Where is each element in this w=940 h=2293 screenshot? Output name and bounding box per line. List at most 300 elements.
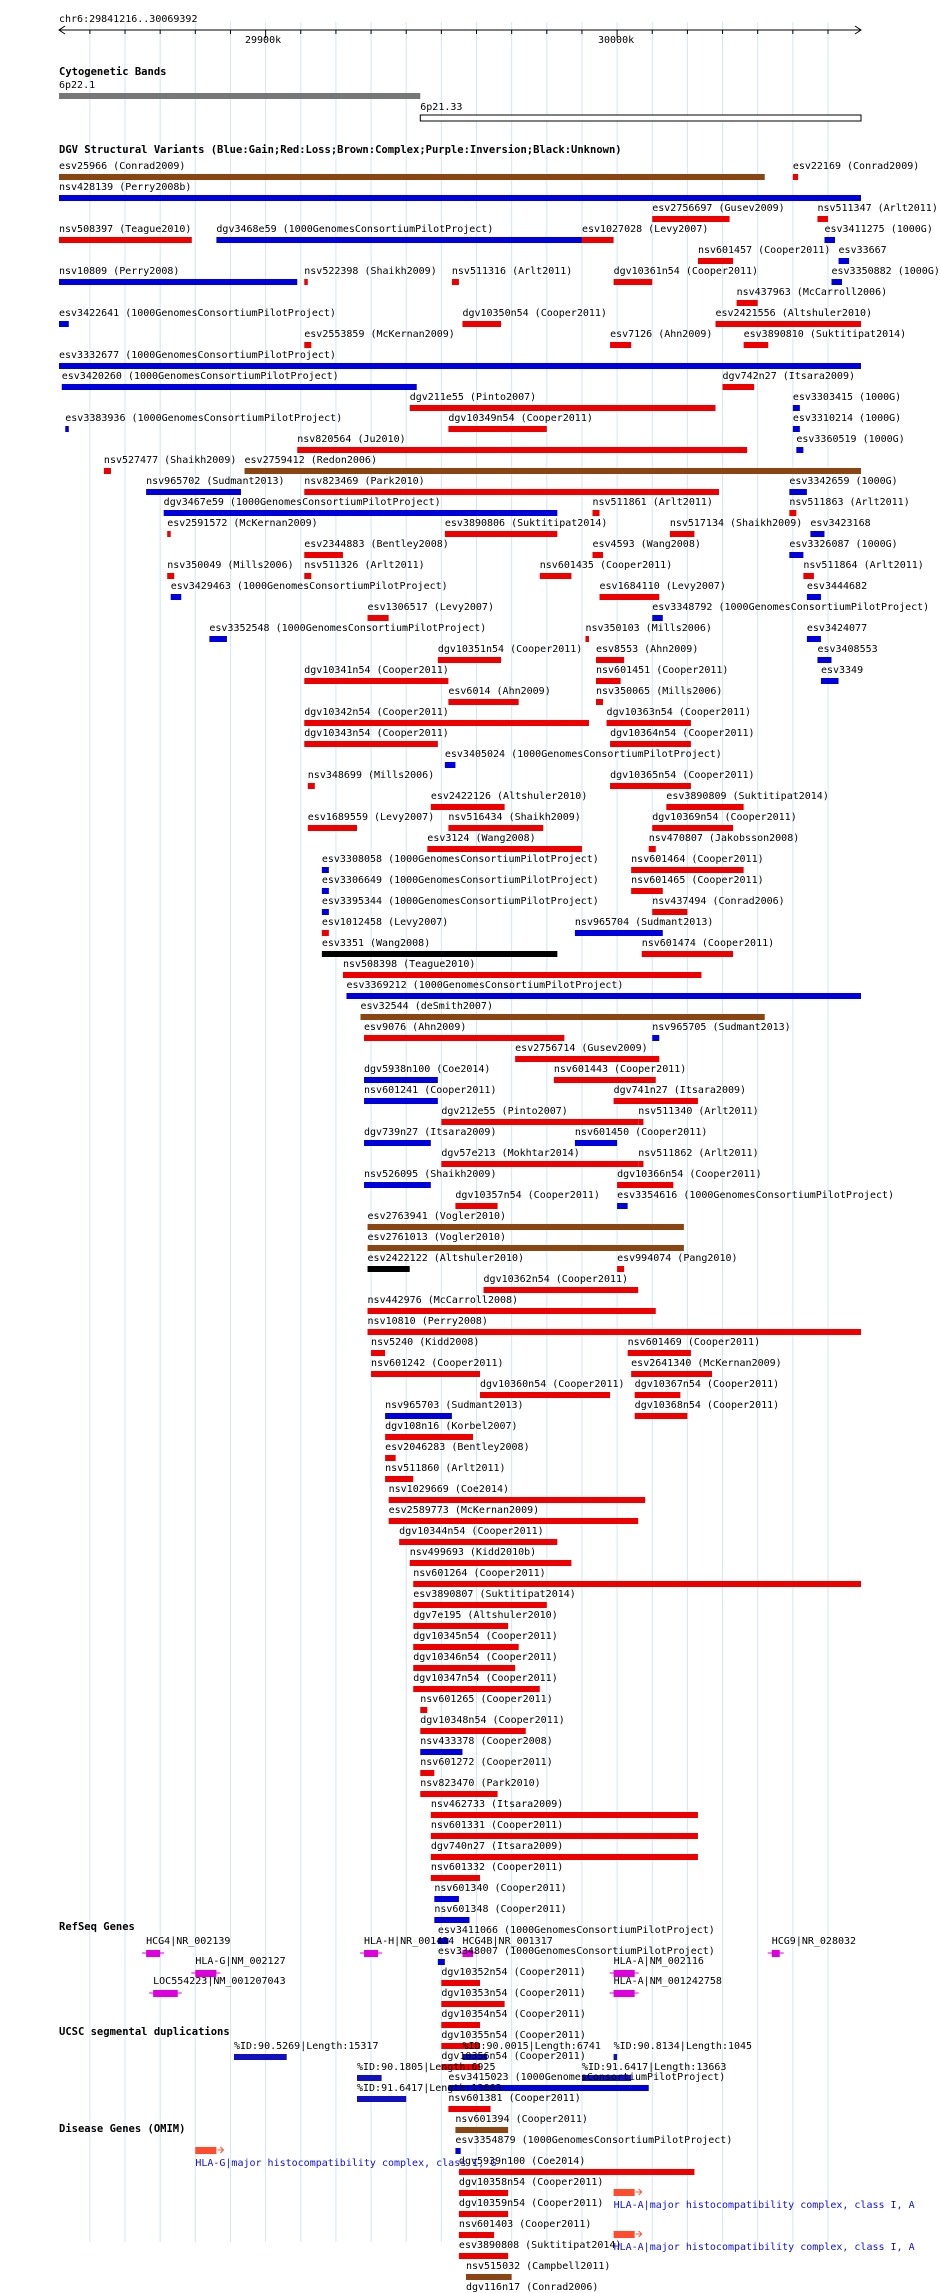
omim-gene-bar (195, 2147, 216, 2154)
variant-bar-gain (216, 237, 582, 243)
variant-label[interactable]: dgv10346n54 (Cooper2011) (413, 1652, 558, 1663)
variant-label[interactable]: nsv511861 (Arlt2011) (592, 497, 713, 508)
variant-bar-loss (364, 1035, 564, 1041)
variant-label[interactable]: esv22169 (Conrad2009) (792, 161, 920, 172)
variant-label[interactable]: nsv965703 (Sudmant2013) (385, 1400, 524, 1411)
variant-bar-loss (304, 489, 719, 495)
variant-label[interactable]: dgv10362n54 (Cooper2011) (483, 1274, 629, 1285)
variant-label[interactable]: dgv108n16 (Korbel2007) (385, 1421, 518, 1432)
variant-label[interactable]: esv3306649 (1000GenomesConsortiumPilotProject) (321, 875, 599, 886)
variant-label[interactable]: nsv601450 (Cooper2011) (574, 1127, 708, 1138)
variant-label[interactable]: nsv517134 (Shaikh2009) (669, 518, 803, 529)
variant-label[interactable]: dgv10353n54 (Cooper2011) (441, 1988, 586, 1999)
variant-bar-loss (304, 552, 343, 558)
variant-label[interactable]: dgv10359n54 (Cooper2011) (458, 2198, 604, 2209)
variant-bar-gain (793, 426, 800, 432)
variant-label[interactable]: nsv601348 (Cooper2011) (434, 1904, 567, 1915)
variant-label[interactable]: esv3349 (820, 665, 864, 676)
variant-label[interactable]: esv3890808 (Suktitipat2014) (458, 2240, 622, 2251)
variant-label[interactable]: dgv10357n54 (Cooper2011) (455, 1190, 600, 1201)
variant-label[interactable]: esv3422641 (1000GenomesConsortiumPilotProject) (59, 308, 336, 319)
variant-label[interactable]: dgv10341n54 (Cooper2011) (304, 665, 449, 676)
variant-label[interactable]: nsv823470 (Park2010) (420, 1778, 541, 1789)
variant-bar-complex (455, 2127, 508, 2133)
variant-label[interactable]: nsv601457 (Cooper2011) (697, 245, 831, 256)
variant-bar-gain (575, 930, 663, 936)
variant-bar-loss (441, 1161, 638, 1167)
variant-bar-unknown (322, 951, 557, 957)
variant-bar-gain (652, 615, 663, 621)
variant-bar-complex (466, 2274, 512, 2280)
variant-label[interactable]: nsv601403 (Cooper2011) (458, 2219, 592, 2230)
variant-label[interactable]: esv3352548 (1000GenomesConsortiumPilotProject) (209, 623, 487, 634)
variant-label[interactable]: esv3411066 (1000GenomesConsortiumPilotProject) (437, 1925, 715, 1936)
omim-gene-bar (614, 2189, 635, 2196)
variant-bar-loss (582, 237, 614, 243)
variant-label[interactable]: esv3408553 (817, 644, 878, 655)
cytoband-label[interactable]: 6p21.33 (420, 102, 463, 113)
variant-label[interactable]: esv2641340 (McKernan2009) (631, 1358, 782, 1369)
variant-bar-loss (420, 1728, 525, 1734)
variant-label[interactable]: esv7126 (Ahn2009) (610, 329, 713, 340)
variant-label[interactable]: nsv511864 (Arlt2011) (803, 560, 924, 571)
variant-label[interactable]: esv3411275 (1000G) (824, 224, 933, 235)
variant-bar-gain (346, 993, 861, 999)
variant-bar-loss (385, 1455, 396, 1461)
variant-bar-loss (59, 237, 192, 243)
variant-label[interactable]: nsv820564 (Ju2010) (297, 434, 406, 445)
track-title-segdup: UCSC segmental duplications (59, 2026, 230, 2038)
variant-label[interactable]: esv25966 (Conrad2009) (59, 161, 186, 172)
variant-label[interactable]: nsv601241 (Cooper2011) (364, 1085, 497, 1096)
variant-label[interactable]: nsv601394 (Cooper2011) (455, 2114, 588, 2125)
variant-label[interactable]: dgv5939n100 (Coe2014) (458, 2156, 586, 2167)
variant-label[interactable]: nsv522398 (Shaikh2009) (304, 266, 437, 277)
variant-label[interactable]: nsv1029669 (Coe2014) (388, 1484, 510, 1495)
refseq-gene-label[interactable]: HLA-G|NM_002127 (195, 1956, 286, 1967)
variant-label[interactable]: esv994074 (Pang2010) (617, 1253, 738, 1264)
variant-label[interactable]: esv2344883 (Bentley2008) (304, 539, 449, 550)
variant-bar-loss (631, 867, 743, 873)
variant-label[interactable]: dgv10361n54 (Cooper2011) (613, 266, 759, 277)
variant-bar-loss (459, 2211, 508, 2217)
variant-bar-gain (789, 552, 803, 558)
variant-label[interactable]: esv3348007 (1000GenomesConsortiumPilotProject) (437, 1946, 715, 1957)
variant-label[interactable]: esv4593 (Wang2008) (592, 539, 701, 550)
segdup-label[interactable]: %ID:90.1805|Length:6925 (357, 2062, 496, 2073)
variant-bar-loss (371, 1371, 480, 1377)
variant-label[interactable]: esv3395344 (1000GenomesConsortiumPilotProject) (321, 896, 599, 907)
variant-bar-loss (413, 1686, 540, 1692)
variant-label[interactable]: dgv211e55 (Pinto2007) (409, 392, 537, 403)
variant-label[interactable]: esv3890807 (Suktitipat2014) (413, 1589, 576, 1600)
variant-label[interactable]: esv8553 (Ahn2009) (596, 644, 699, 655)
variant-bar-gain (59, 195, 861, 201)
variant-label[interactable]: nsv437494 (Conrad2006) (652, 896, 785, 907)
variant-label[interactable]: nsv823469 (Park2010) (304, 476, 425, 487)
variant-bar-loss (389, 1497, 646, 1503)
variant-label[interactable]: nsv527477 (Shaikh2009) (103, 455, 237, 466)
segdup-bar (614, 2054, 618, 2060)
variant-bar-loss (448, 825, 543, 831)
variant-bar-loss (737, 300, 758, 306)
omim-direction-arrow (217, 2147, 223, 2153)
variant-bar-loss (554, 1077, 656, 1083)
variant-label[interactable]: nsv428139 (Perry2008b) (59, 182, 192, 193)
variant-label[interactable]: esv3429463 (1000GenomesConsortiumPilotProject) (170, 581, 448, 592)
variant-label[interactable]: esv2761013 (Vogler2010) (367, 1232, 507, 1243)
variant-bar-gain (824, 237, 835, 243)
variant-bar-loss (322, 930, 329, 936)
variant-label[interactable]: nsv470807 (Jakobsson2008) (648, 833, 800, 844)
variant-label[interactable]: esv3360519 (1000G) (796, 434, 905, 445)
variant-label[interactable]: nsv601242 (Cooper2011) (371, 1358, 504, 1369)
variant-bar-loss (420, 1791, 497, 1797)
variant-label[interactable]: dgv212e55 (Pinto2007) (441, 1106, 568, 1117)
variant-label[interactable]: esv1306517 (Levy2007) (367, 602, 494, 613)
variant-label[interactable]: esv2046283 (Bentley2008) (385, 1442, 530, 1453)
variant-bar-loss (441, 2001, 504, 2007)
variant-bar-gain (385, 1413, 452, 1419)
variant-bar-loss (652, 216, 729, 222)
segdup-label[interactable]: %ID:91.6417|Length:13663 (357, 2083, 502, 2094)
variant-label[interactable]: nsv511862 (Arlt2011) (638, 1148, 759, 1159)
variant-label[interactable]: dgv740n27 (Itsara2009) (430, 1841, 564, 1852)
variant-bar-gain (364, 1098, 438, 1104)
variant-bar-loss (431, 1854, 698, 1860)
variant-label[interactable]: esv2421556 (Altshuler2010) (715, 308, 873, 319)
variant-bar-loss (343, 972, 702, 978)
variant-label[interactable]: nsv601435 (Cooper2011) (539, 560, 673, 571)
variant-bar-loss (431, 1812, 698, 1818)
variant-label[interactable]: dgv3468e59 (1000GenomesConsortiumPilotProject) (216, 224, 494, 235)
variant-label[interactable]: nsv511326 (Arlt2011) (304, 560, 425, 571)
variant-bar-loss (413, 1665, 515, 1671)
refseq-gene-label[interactable]: HLA-A|NM_001242758 (613, 1976, 722, 1987)
variant-bar-complex (245, 468, 861, 474)
variant-label[interactable]: dgv10363n54 (Cooper2011) (606, 707, 752, 718)
variant-bar-loss (817, 216, 828, 222)
variant-label[interactable]: nsv601265 (Cooper2011) (420, 1694, 553, 1705)
variant-label[interactable]: dgv116n17 (Conrad2006) (465, 2282, 599, 2293)
track-title-dgv: DGV Structural Variants (Blue:Gain;Red:Loss;Brown:Complex;Purple:Inversion;Black:Unknown) (59, 144, 622, 156)
variant-label[interactable]: dgv10369n54 (Cooper2011) (652, 812, 797, 823)
variant-bar-gain (171, 594, 182, 600)
variant-bar-loss (448, 426, 546, 432)
variant-label[interactable]: esv2756697 (Gusev2009) (652, 203, 785, 214)
refseq-gene-label[interactable]: HLA-H|NR_001434 (364, 1936, 455, 1947)
variant-bar-loss (297, 447, 747, 453)
variant-bar-gain (164, 510, 558, 516)
cytoband-label[interactable]: 6p22.1 (59, 80, 96, 91)
refseq-gene-label[interactable]: LOC554223|NM_001207043 (153, 1976, 286, 1987)
variant-label[interactable]: dgv10355n54 (Cooper2011) (441, 2030, 586, 2041)
variant-label[interactable]: nsv511863 (Arlt2011) (789, 497, 910, 508)
variant-label[interactable]: nsv601381 (Cooper2011) (448, 2093, 581, 2104)
variant-bar-loss (410, 405, 716, 411)
refseq-gene-label[interactable]: HCG4|NR_002139 (146, 1936, 231, 1947)
variant-bar-gain (59, 321, 69, 327)
variant-label[interactable]: nsv350065 (Mills2006) (596, 686, 723, 697)
variant-label[interactable]: dgv10365n54 (Cooper2011) (610, 770, 755, 781)
variant-label[interactable]: dgv739n27 (Itsara2009) (364, 1127, 497, 1138)
variant-label[interactable]: nsv10810 (Perry2008) (367, 1316, 488, 1327)
variant-label[interactable]: esv3405024 (1000GenomesConsortiumPilotProject) (444, 749, 722, 760)
variant-label[interactable]: esv3423168 (810, 518, 871, 529)
variant-bar-loss (596, 678, 621, 684)
variant-bar-loss (427, 846, 582, 852)
variant-label[interactable]: esv3383936 (1000GenomesConsortiumPilotProject) (65, 413, 343, 424)
variant-bar-loss (413, 1602, 547, 1608)
variant-bar-gain (445, 762, 456, 768)
variant-label[interactable]: nsv508397 (Teague2010) (59, 224, 192, 235)
variant-bar-gain (789, 489, 807, 495)
segdup-label[interactable]: %ID:90.5269|Length:15317 (233, 2041, 379, 2052)
variant-bar-loss (635, 1392, 681, 1398)
variant-label[interactable]: esv3124 (Wang2008) (427, 833, 536, 844)
variant-label[interactable]: nsv601332 (Cooper2011) (430, 1862, 564, 1873)
variant-label[interactable]: esv3350882 (1000G) (831, 266, 940, 277)
omim-gene-label[interactable]: HLA-G|major histocompatibility complex, class I, G (195, 2158, 497, 2169)
refseq-gene-label[interactable]: HCG4B|NR_001317 (462, 1936, 553, 1947)
variant-label[interactable]: nsv462733 (Itsara2009) (430, 1799, 564, 1810)
refseq-gene-label[interactable]: HCG9|NR_028032 (771, 1936, 857, 1947)
variant-label[interactable]: dgv10358n54 (Cooper2011) (458, 2177, 604, 2188)
variant-label[interactable]: esv3326087 (1000G) (789, 539, 898, 550)
variant-bar-loss (368, 1308, 656, 1314)
variant-bar-gain (817, 657, 831, 663)
variant-label[interactable]: esv3348792 (1000GenomesConsortiumPilotProject) (652, 602, 930, 613)
variant-bar-loss (614, 1098, 698, 1104)
variant-label[interactable]: nsv511860 (Arlt2011) (385, 1463, 506, 1474)
variant-label[interactable]: esv3354879 (1000GenomesConsortiumPilotProject) (455, 2135, 733, 2146)
segdup-bar (357, 2096, 406, 2102)
variant-bar-loss (596, 699, 603, 705)
variant-bar-gain (807, 594, 821, 600)
variant-label[interactable]: esv33667 (838, 245, 887, 256)
variant-label[interactable]: nsv511347 (Arlt2011) (817, 203, 938, 214)
variant-label[interactable]: dgv5938n100 (Coe2014) (364, 1064, 491, 1075)
variant-bar-loss (670, 531, 695, 537)
variant-label[interactable]: esv9076 (Ahn2009) (364, 1022, 467, 1033)
variant-label[interactable]: dgv10352n54 (Cooper2011) (441, 1967, 586, 1978)
variant-label[interactable]: esv3890806 (Suktitipat2014) (444, 518, 608, 529)
variant-label[interactable]: esv1027028 (Levy2007) (581, 224, 709, 235)
variant-bar-loss (167, 573, 174, 579)
omim-gene-label[interactable]: HLA-A|major histocompatibility complex, class I, A (613, 2242, 915, 2253)
variant-bar-gain (59, 363, 861, 369)
variant-label[interactable]: dgv10360n54 (Cooper2011) (480, 1379, 625, 1390)
variant-label[interactable]: dgv3467e59 (1000GenomesConsortiumPilotProject) (163, 497, 441, 508)
variant-label[interactable]: dgv10347n54 (Cooper2011) (413, 1673, 558, 1684)
omim-direction-arrow (636, 2231, 642, 2237)
variant-label[interactable]: nsv601340 (Cooper2011) (434, 1883, 567, 1894)
variant-bar-loss (420, 1770, 434, 1776)
variant-label[interactable]: esv1012458 (Levy2007) (321, 917, 449, 928)
variant-bar-loss (628, 1350, 691, 1356)
variant-label[interactable]: esv6014 (Ahn2009) (448, 686, 551, 697)
variant-label[interactable]: dgv10354n54 (Cooper2011) (441, 2009, 586, 2020)
variant-bar-gain (62, 384, 417, 390)
ruler-range-label: chr6:29841216..30069392 (59, 14, 198, 25)
refseq-gene-label[interactable]: HLA-A|NM_002116 (613, 1956, 704, 1967)
variant-label[interactable]: dgv10367n54 (Cooper2011) (634, 1379, 780, 1390)
variant-label[interactable]: nsv442976 (McCarroll2008) (367, 1295, 519, 1306)
variant-label[interactable]: dgv7e195 (Altshuler2010) (413, 1610, 558, 1621)
variant-label[interactable]: nsv511340 (Arlt2011) (638, 1106, 759, 1117)
variant-bar-loss (304, 720, 589, 726)
variant-label[interactable]: esv3420260 (1000GenomesConsortiumPilotProject) (61, 371, 339, 382)
variant-label[interactable]: dgv10350n54 (Cooper2011) (462, 308, 607, 319)
variant-label[interactable]: esv2553859 (McKernan2009) (304, 329, 455, 340)
variant-label[interactable]: nsv433378 (Cooper2008) (420, 1736, 553, 1747)
variant-label[interactable]: dgv10351n54 (Cooper2011) (437, 644, 583, 655)
variant-bar-loss (304, 279, 308, 285)
variant-bar-loss (371, 1350, 385, 1356)
variant-label[interactable]: esv3424077 (806, 623, 868, 634)
variant-bar-gain (146, 489, 241, 495)
variant-bar-gain (810, 531, 824, 537)
variant-label[interactable]: nsv601272 (Cooper2011) (420, 1757, 553, 1768)
variant-label[interactable]: nsv508398 (Teague2010) (342, 959, 476, 970)
variant-bar-loss (368, 615, 389, 621)
variant-label[interactable]: dgv57e213 (Mokhtar2014) (441, 1148, 580, 1159)
variant-bar-loss (592, 552, 603, 558)
variant-label[interactable]: esv3332677 (1000GenomesConsortiumPilotProject) (59, 350, 336, 361)
variant-label[interactable]: esv2591572 (McKernan2009) (167, 518, 318, 529)
variant-bar-loss (652, 909, 687, 915)
segdup-label[interactable]: %ID:91.6417|Length:13663 (581, 2062, 727, 2073)
variant-label[interactable]: esv2422122 (Altshuler2010) (367, 1253, 525, 1264)
variant-label[interactable]: dgv10345n54 (Cooper2011) (413, 1631, 558, 1642)
variant-label[interactable]: esv2422126 (Altshuler2010) (430, 791, 588, 802)
variant-bar-loss (385, 1434, 473, 1440)
variant-label[interactable]: esv3342659 (1000G) (789, 476, 898, 487)
variant-bar-gain (420, 1749, 462, 1755)
variant-label[interactable]: esv3308058 (1000GenomesConsortiumPilotProject) (321, 854, 599, 865)
variant-label[interactable]: esv3444682 (806, 581, 868, 592)
variant-label[interactable]: dgv742n27 (Itsara2009) (722, 371, 855, 382)
variant-label[interactable]: nsv515032 (Campbell2011) (465, 2261, 611, 2272)
variant-label[interactable]: nsv965702 (Sudmant2013) (146, 476, 285, 487)
variant-bar-complex (368, 1224, 684, 1230)
variant-bar-loss (484, 1287, 639, 1293)
variant-label[interactable]: nsv601465 (Cooper2011) (631, 875, 764, 886)
variant-bar-loss (459, 2169, 694, 2175)
variant-bar-gain (364, 1182, 431, 1188)
variant-bar-loss (441, 1980, 480, 1986)
variant-label[interactable]: dgv10356n54 (Cooper2011) (441, 2051, 586, 2062)
variant-bar-gain (364, 1077, 438, 1083)
segdup-label[interactable]: %ID:90.8134|Length:1045 (613, 2041, 753, 2052)
variant-bar-complex (361, 1014, 765, 1020)
variant-label[interactable]: nsv601474 (Cooper2011) (641, 938, 775, 949)
variant-label[interactable]: esv2759412 (Redon2006) (244, 455, 377, 466)
variant-label[interactable]: esv2589773 (McKernan2009) (388, 1505, 540, 1516)
variant-label[interactable]: esv32544 (deSmith2007) (360, 1001, 493, 1012)
variant-label[interactable]: esv3310214 (1000G) (792, 413, 902, 424)
variant-label[interactable]: nsv601451 (Cooper2011) (596, 665, 729, 676)
variant-label[interactable]: dgv10342n54 (Cooper2011) (304, 707, 449, 718)
variant-label[interactable]: esv2756714 (Gusev2009) (515, 1043, 648, 1054)
variant-label[interactable]: dgv10368n54 (Cooper2011) (634, 1400, 780, 1411)
variant-bar-loss (600, 594, 660, 600)
variant-label[interactable]: esv1689559 (Levy2007) (307, 812, 435, 823)
variant-label[interactable]: dgv741n27 (Itsara2009) (613, 1085, 747, 1096)
variant-bar-loss (167, 531, 171, 537)
variant-label[interactable]: nsv437963 (McCarroll2006) (736, 287, 888, 298)
variant-label[interactable]: esv3415023 (1000GenomesConsortiumPilotProject) (448, 2072, 726, 2083)
variant-bar-loss (540, 573, 572, 579)
variant-label[interactable]: nsv350049 (Mills2006) (167, 560, 294, 571)
variant-label[interactable]: nsv10809 (Perry2008) (59, 266, 180, 277)
variant-bar-loss (803, 573, 814, 579)
variant-label[interactable]: dgv10349n54 (Cooper2011) (448, 413, 593, 424)
variant-label[interactable]: esv2763941 (Vogler2010) (367, 1211, 507, 1222)
variant-label[interactable]: nsv601443 (Cooper2011) (553, 1064, 687, 1075)
variant-bar-loss (744, 342, 769, 348)
variant-label[interactable]: nsv350103 (Mills2006) (585, 623, 712, 634)
variant-label[interactable]: esv3351 (Wang2008) (321, 938, 431, 949)
variant-bar-loss (431, 804, 505, 810)
variant-label[interactable]: nsv965704 (Sudmant2013) (574, 917, 714, 928)
variant-bar-loss (631, 888, 663, 894)
variant-label[interactable]: nsv526095 (Shaikh2009) (364, 1169, 497, 1180)
variant-bar-loss (304, 342, 311, 348)
cytoband-6p21.33 (420, 115, 861, 121)
omim-direction-arrow (636, 2189, 642, 2195)
variant-bar-loss (607, 720, 691, 726)
variant-label[interactable]: nsv348699 (Mills2006) (307, 770, 435, 781)
variant-label[interactable]: esv1684110 (Levy2007) (599, 581, 726, 592)
variant-bar-gain (322, 909, 329, 915)
variant-bar-loss (304, 678, 448, 684)
variant-bar-loss (308, 825, 357, 831)
variant-label[interactable]: nsv516434 (Shaikh2009) (448, 812, 581, 823)
omim-gene-label[interactable]: HLA-A|major histocompatibility complex, class I, A (613, 2200, 915, 2211)
variant-label[interactable]: nsv601464 (Cooper2011) (631, 854, 764, 865)
variant-bar-loss (649, 846, 656, 852)
variant-bar-gain (322, 867, 329, 873)
variant-bar-loss (104, 468, 111, 474)
omim-gene-bar (614, 2231, 635, 2238)
variant-bar-loss (635, 1413, 688, 1419)
variant-label[interactable]: dgv10366n54 (Cooper2011) (617, 1169, 762, 1180)
variant-bar-loss (723, 384, 755, 390)
segdup-label[interactable]: %ID:90.0015|Length:6741 (462, 2041, 601, 2052)
variant-label[interactable]: nsv499693 (Kidd2010b) (409, 1547, 537, 1558)
variant-label[interactable]: esv3354616 (1000GenomesConsortiumPilotProject) (617, 1190, 895, 1201)
variant-bar-gain (434, 1896, 459, 1902)
variant-label[interactable]: esv3303415 (1000G) (792, 392, 902, 403)
variant-bar-gain (322, 888, 329, 894)
variant-label[interactable]: nsv5240 (Kidd2008) (371, 1337, 480, 1348)
variant-label[interactable]: dgv10344n54 (Cooper2011) (399, 1526, 544, 1537)
variant-label[interactable]: nsv601331 (Cooper2011) (430, 1820, 564, 1831)
variant-label[interactable]: nsv965705 (Sudmant2013) (652, 1022, 791, 1033)
variant-label[interactable]: dgv10348n54 (Cooper2011) (420, 1715, 565, 1726)
variant-label[interactable]: dgv10343n54 (Cooper2011) (304, 728, 449, 739)
variant-label[interactable]: nsv601469 (Cooper2011) (627, 1337, 761, 1348)
variant-label[interactable]: esv3369212 (1000GenomesConsortiumPilotProject) (346, 980, 624, 991)
variant-bar-gain (209, 636, 227, 642)
variant-bar-loss (431, 1833, 698, 1839)
variant-label[interactable]: dgv10364n54 (Cooper2011) (610, 728, 755, 739)
variant-label[interactable]: nsv601264 (Cooper2011) (413, 1568, 546, 1579)
variant-label[interactable]: nsv511316 (Arlt2011) (451, 266, 573, 277)
variant-label[interactable]: esv3890809 (Suktitipat2014) (666, 791, 829, 802)
variant-label[interactable]: esv3890810 (Suktitipat2014) (743, 329, 907, 340)
